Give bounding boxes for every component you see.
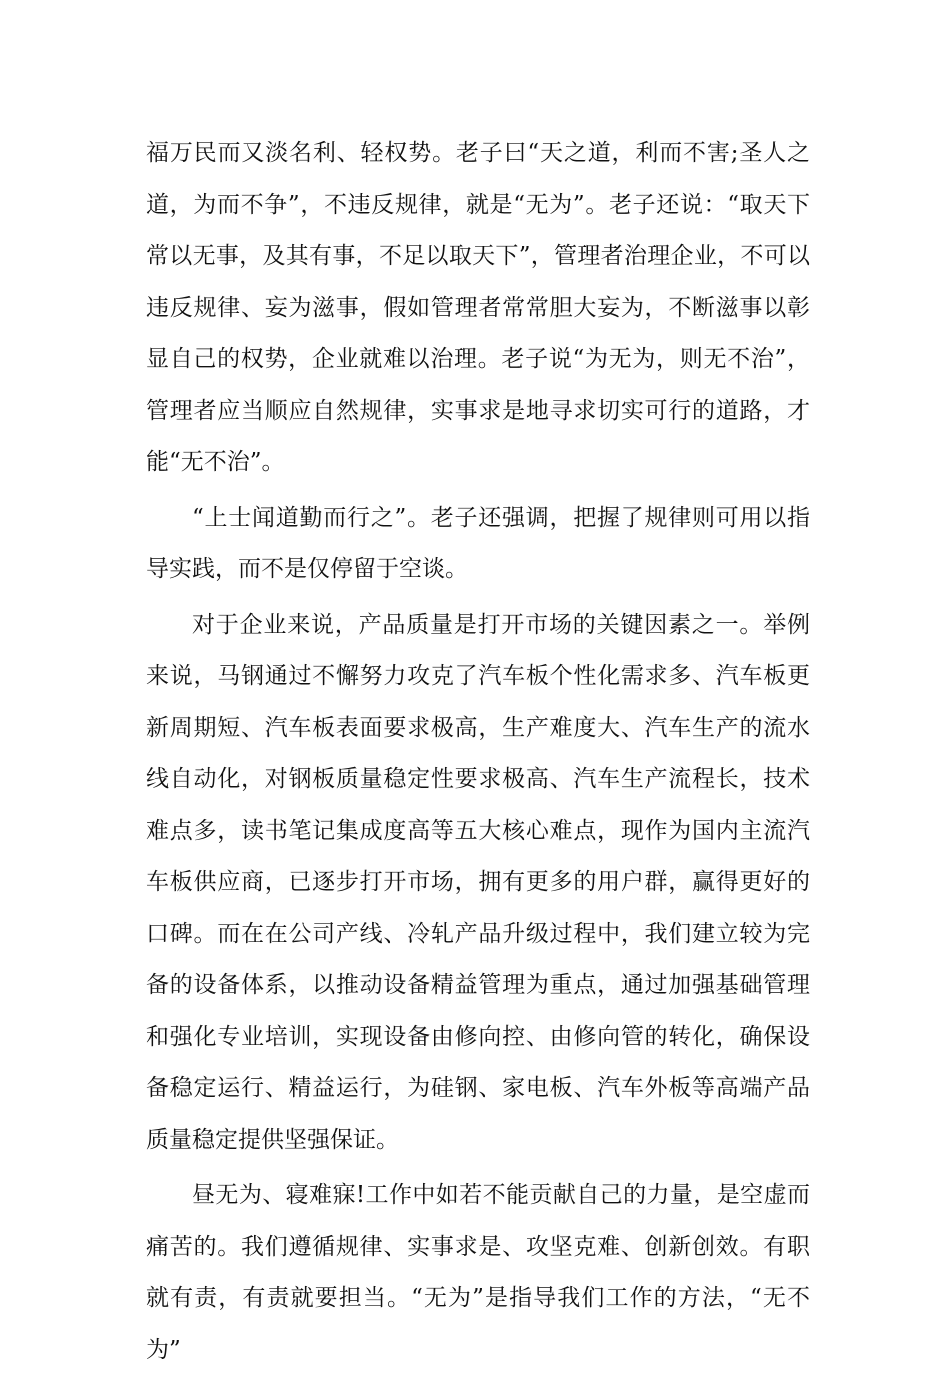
paragraph-quote: “上士闻道勤而行之”。老子还强调，把握了规律则可用以指导实践，而不是仅停留于空谈。: [146, 504, 810, 582]
document-body: [146, 128, 810, 1376]
paragraph-continued: 福万民而又淡名利、轻权势。老子曰“天之道，利而不害;圣人之道，为而不争”，不违反规律，就是“无为”。老子还说：“取天下常以无事，及其有事，不足以取天下”，管理者治理企业，不可以违反规律、妄为滋事，假如管理者常常胆大妄为，不断滋事以彰显自己的权势，企业就难以治理。老子说“为无为，则无不治”，管理者应当顺应自然规律，实事求是地寻求切实可行的道路，才能“无不治”。: [146, 140, 810, 475]
paragraph-responsibility: 昼无为、寝难寐!工作中如若不能贡献自己的力量，是空虚而痛苦的。我们遵循规律、实事求是、攻坚克难、创新创效。有职就有责，有责就要担当。“无为”是指导我们工作的方法，“无不为”: [146, 1182, 810, 1363]
paragraph-product-quality: 对于企业来说，产品质量是打开市场的关键因素之一。举例来说，马钢通过不懈努力攻克了汽车板个性化需求多、汽车板更新周期短、汽车板表面要求极高，生产难度大、汽车生产的流水线自动化，对钢板质量稳定性要求极高、汽车生产流程长，技术难点多，读书笔记集成度高等五大核心难点，现作为国内主流汽车板供应商，已逐步打开市场，拥有更多的用户群，赢得更好的口碑。而在在公司产线、冷轧产品升级过程中，我们建立较为完备的设备体系，以推动设备精益管理为重点，通过加强基础管理和强化专业培训，实现设备由修向控、由修向管的转化，确保设备稳定运行、精益运行，为硅钢、家电板、汽车外板等高端产品质量稳定提供坚强保证。: [146, 611, 810, 1153]
